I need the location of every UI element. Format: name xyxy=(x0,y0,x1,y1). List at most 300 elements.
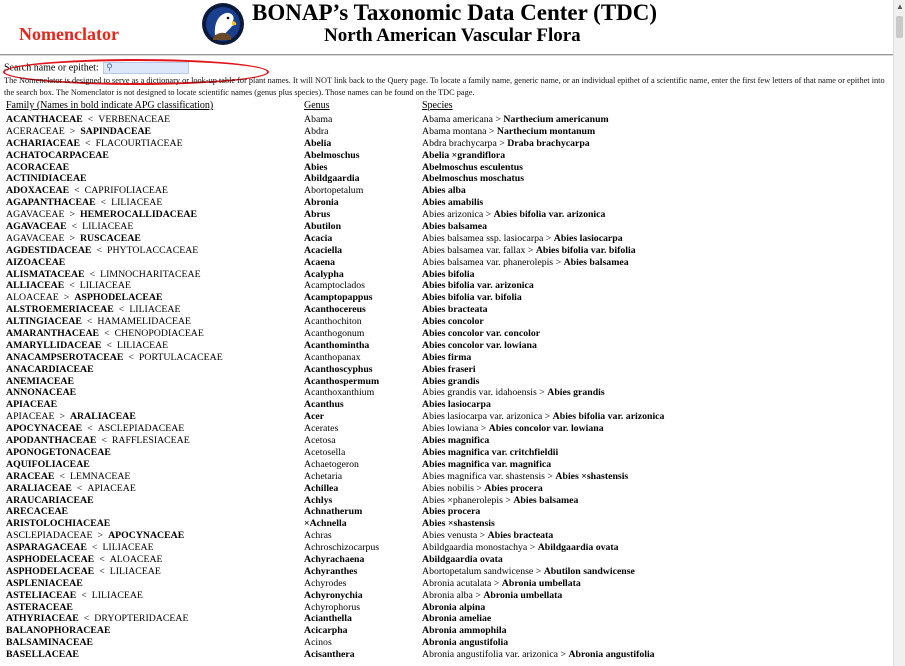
species-name-link[interactable]: Abies nobilis xyxy=(422,482,474,494)
genus-name-link[interactable]: Abelmoschus xyxy=(304,149,360,161)
related-family-link[interactable]: FLACOURTIACEAE xyxy=(95,137,183,149)
genus-name-link[interactable]: Acaciella xyxy=(304,244,343,256)
species-row[interactable] xyxy=(422,483,664,495)
species-name-link[interactable]: Abelia ×grandiflora xyxy=(422,149,506,161)
family-name-link[interactable]: ATHYRIACEAE xyxy=(6,613,79,625)
species-name-link[interactable]: Abama montana xyxy=(422,125,487,137)
family-row[interactable] xyxy=(6,483,223,495)
species-row[interactable] xyxy=(422,257,664,269)
family-name-link[interactable]: APIACEAE xyxy=(6,399,58,411)
genus-name-link[interactable]: Achillea xyxy=(304,482,339,494)
genus-name-link[interactable]: Acanthomintha xyxy=(304,339,370,351)
genus-row[interactable] xyxy=(304,625,379,637)
species-name-link[interactable]: Abies concolor var. concolor xyxy=(422,328,541,340)
species-name-link[interactable]: Abelmoschus moschatus xyxy=(422,173,525,185)
genus-name-link[interactable]: Achyronychia xyxy=(304,589,363,601)
genus-name-link[interactable]: Acanthopanax xyxy=(304,351,361,363)
family-row[interactable] xyxy=(6,352,223,364)
family-row[interactable] xyxy=(6,150,223,162)
genus-name-link[interactable]: Acanthospermum xyxy=(304,375,380,387)
family-row[interactable] xyxy=(6,625,223,637)
accepted-name-link[interactable]: Abies ×shastensis xyxy=(555,470,629,482)
family-name-link[interactable]: ASPLENIACEAE xyxy=(6,577,83,589)
related-family-link[interactable]: LILIACEAE xyxy=(129,304,181,316)
species-name-link[interactable]: Abies arizonica xyxy=(422,209,484,221)
genus-name-link[interactable]: Acanthoxanthium xyxy=(304,387,375,399)
family-name-link[interactable]: ARALIACEAE xyxy=(6,482,72,494)
family-row[interactable] xyxy=(6,447,223,459)
species-row[interactable] xyxy=(422,625,664,637)
genus-name-link[interactable]: Acisanthera xyxy=(304,649,355,661)
genus-row[interactable] xyxy=(304,495,379,507)
family-row[interactable] xyxy=(6,114,223,126)
genus-name-link[interactable]: Abutilon xyxy=(304,221,342,233)
family-row[interactable] xyxy=(6,423,223,435)
genus-name-link[interactable]: Acanthochiton xyxy=(304,316,362,328)
family-row[interactable] xyxy=(6,602,223,614)
genus-name-link[interactable]: Acinos xyxy=(304,637,332,649)
family-name-link[interactable]: ALTINGIACEAE xyxy=(6,316,82,328)
family-name-link[interactable]: ACANTHACEAE xyxy=(6,114,83,125)
genus-row[interactable] xyxy=(304,221,379,233)
family-name-link[interactable]: ANACARDIACEAE xyxy=(6,363,94,375)
family-name-link[interactable]: AGAVACEAE xyxy=(6,232,65,244)
related-family-link[interactable]: RUSCACEAE xyxy=(79,232,141,244)
genus-name-link[interactable]: Achyrophorus xyxy=(304,601,361,613)
species-name-link[interactable]: Abies bifolia xyxy=(422,268,475,280)
genus-name-link[interactable]: Abelia xyxy=(304,137,332,149)
family-row[interactable] xyxy=(6,173,223,185)
species-row[interactable] xyxy=(422,637,664,649)
accepted-name-link[interactable]: Abronia angustifolia xyxy=(568,649,655,661)
family-row[interactable] xyxy=(6,257,223,269)
genus-row[interactable] xyxy=(304,459,379,471)
family-row[interactable] xyxy=(6,542,223,554)
species-row[interactable] xyxy=(422,364,664,376)
species-name-link[interactable]: Abies magnifica var. critchfieldii xyxy=(422,446,559,458)
genus-row[interactable] xyxy=(304,126,379,138)
species-name-link[interactable]: Abdra brachycarpa xyxy=(422,137,497,149)
species-row[interactable] xyxy=(422,554,664,566)
family-row[interactable] xyxy=(6,387,223,399)
family-row[interactable] xyxy=(6,304,223,316)
species-name-link[interactable]: Abies grandis xyxy=(422,375,480,387)
family-row[interactable] xyxy=(6,316,223,328)
accepted-name-link[interactable]: Abies balsamea xyxy=(513,494,579,506)
scroll-thumb[interactable] xyxy=(896,16,903,38)
family-row[interactable] xyxy=(6,411,223,423)
family-row[interactable] xyxy=(6,578,223,590)
family-row[interactable] xyxy=(6,518,223,530)
species-row[interactable] xyxy=(422,292,664,304)
accepted-name-link[interactable]: Abies procera xyxy=(484,482,543,494)
genus-name-link[interactable]: Achras xyxy=(304,530,332,542)
family-row[interactable] xyxy=(6,530,223,542)
genus-name-link[interactable]: Acetosella xyxy=(304,446,346,458)
species-row[interactable] xyxy=(422,209,664,221)
family-name-link[interactable]: AGAVACEAE xyxy=(6,221,67,233)
family-name-link[interactable]: ACERACEAE xyxy=(6,125,65,137)
family-name-link[interactable]: AGDESTIDACEAE xyxy=(6,244,92,256)
species-name-link[interactable]: Abronia ameliae xyxy=(422,613,492,625)
species-name-link[interactable]: Abies balsamea var. phanerolepis xyxy=(422,256,554,268)
species-name-link[interactable]: Abronia ammophila xyxy=(422,625,507,637)
accepted-name-link[interactable]: Abronia umbellata xyxy=(483,589,563,601)
species-name-link[interactable]: Abies lowiana xyxy=(422,423,479,435)
species-row[interactable] xyxy=(422,126,664,138)
genus-row[interactable] xyxy=(304,269,379,281)
genus-name-link[interactable]: Acicarpha xyxy=(304,625,348,637)
related-family-link[interactable]: LILIACEAE xyxy=(109,565,161,577)
genus-row[interactable] xyxy=(304,245,379,257)
family-row[interactable] xyxy=(6,233,223,245)
species-row[interactable] xyxy=(422,316,664,328)
related-family-link[interactable]: HAMAMELIDACEAE xyxy=(97,316,191,328)
genus-name-link[interactable]: Abama xyxy=(304,114,333,125)
genus-row[interactable] xyxy=(304,352,379,364)
family-row[interactable] xyxy=(6,364,223,376)
genus-row[interactable] xyxy=(304,411,379,423)
species-name-link[interactable]: Abies balsamea ssp. lasiocarpa xyxy=(422,232,544,244)
genus-name-link[interactable]: Achlys xyxy=(304,494,333,506)
related-family-link[interactable]: LILIACEAE xyxy=(82,221,134,233)
species-row[interactable] xyxy=(422,387,664,399)
family-name-link[interactable]: ARECACEAE xyxy=(6,506,69,518)
family-row[interactable] xyxy=(6,138,223,150)
family-row[interactable] xyxy=(6,435,223,447)
species-row[interactable] xyxy=(422,233,664,245)
related-family-link[interactable]: LILIACEAE xyxy=(116,339,169,351)
family-row[interactable] xyxy=(6,459,223,471)
family-name-link[interactable]: APOCYNACEAE xyxy=(6,423,83,435)
eagle-logo-icon[interactable] xyxy=(201,2,245,46)
related-family-link[interactable]: VERBENACEAE xyxy=(98,114,171,125)
genus-row[interactable] xyxy=(304,613,379,625)
species-row[interactable] xyxy=(422,328,664,340)
genus-row[interactable] xyxy=(304,649,379,661)
genus-row[interactable] xyxy=(304,257,379,269)
genus-name-link[interactable]: Achnatherum xyxy=(304,506,363,518)
genus-name-link[interactable]: ×Achnella xyxy=(304,518,347,530)
genus-row[interactable] xyxy=(304,114,379,126)
accepted-name-link[interactable]: Draba brachycarpa xyxy=(507,137,590,149)
accepted-name-link[interactable]: Abronia umbellata xyxy=(501,577,581,589)
genus-name-link[interactable]: Achyrodes xyxy=(304,577,347,589)
species-row[interactable] xyxy=(422,613,664,625)
species-row[interactable] xyxy=(422,435,664,447)
genus-name-link[interactable]: Achyranthes xyxy=(304,565,358,577)
genus-row[interactable] xyxy=(304,637,379,649)
accepted-name-link[interactable]: Narthecium americanum xyxy=(503,114,609,125)
species-name-link[interactable]: Abronia alba xyxy=(422,589,473,601)
related-family-link[interactable]: APOCYNACEAE xyxy=(108,530,185,542)
genus-name-link[interactable]: Acaena xyxy=(304,256,336,268)
genus-name-link[interactable]: Acalypha xyxy=(304,268,344,280)
related-family-link[interactable]: LILIACEAE xyxy=(111,197,163,209)
related-family-link[interactable]: ALOACEAE xyxy=(109,553,163,565)
genus-row[interactable] xyxy=(304,518,379,530)
species-name-link[interactable]: Abronia alpina xyxy=(422,601,486,613)
species-name-link[interactable]: Abies procera xyxy=(422,506,481,518)
genus-row[interactable] xyxy=(304,506,379,518)
related-family-link[interactable]: PHYTOLACCACEAE xyxy=(107,244,199,256)
genus-name-link[interactable]: Achyrachaena xyxy=(304,553,365,565)
family-name-link[interactable]: ASTERACEAE xyxy=(6,601,73,613)
genus-name-link[interactable]: Acamptoclados xyxy=(304,280,365,292)
genus-row[interactable] xyxy=(304,542,379,554)
genus-name-link[interactable]: Acetosa xyxy=(304,435,336,447)
species-row[interactable] xyxy=(422,447,664,459)
genus-row[interactable] xyxy=(304,447,379,459)
species-row[interactable] xyxy=(422,376,664,388)
genus-row[interactable] xyxy=(304,197,379,209)
species-name-link[interactable]: Abies balsamea xyxy=(422,221,488,233)
genus-row[interactable] xyxy=(304,364,379,376)
genus-row[interactable] xyxy=(304,185,379,197)
family-row[interactable] xyxy=(6,613,223,625)
family-name-link[interactable]: AIZOACEAE xyxy=(6,256,66,268)
accepted-name-link[interactable]: Abies balsamea xyxy=(563,256,629,268)
family-row[interactable] xyxy=(6,269,223,281)
accepted-name-link[interactable]: Abies grandis xyxy=(547,387,605,399)
genus-row[interactable] xyxy=(304,150,379,162)
family-name-link[interactable]: ALISMATACEAE xyxy=(6,268,85,280)
species-name-link[interactable]: Abronia angustifolia xyxy=(422,637,509,649)
genus-row[interactable] xyxy=(304,280,379,292)
related-family-link[interactable]: LIMNOCHARITACEAE xyxy=(100,268,201,280)
species-name-link[interactable]: Abies bracteata xyxy=(422,304,488,316)
species-row[interactable] xyxy=(422,245,664,257)
genus-row[interactable] xyxy=(304,304,379,316)
family-name-link[interactable]: ASPHODELACEAE xyxy=(6,565,95,577)
accepted-name-link[interactable]: Abies concolor var. lowiana xyxy=(488,423,604,435)
genus-name-link[interactable]: Abronia xyxy=(304,197,339,209)
accepted-name-link[interactable]: Abildgaardia ovata xyxy=(537,542,619,554)
genus-row[interactable] xyxy=(304,316,379,328)
family-row[interactable] xyxy=(6,637,223,649)
species-name-link[interactable]: Abies alba xyxy=(422,185,466,197)
genus-name-link[interactable]: Acanthus xyxy=(304,399,344,411)
accepted-name-link[interactable]: Abutilon sandwicense xyxy=(543,565,635,577)
family-name-link[interactable]: APONOGETONACEAE xyxy=(6,446,111,458)
species-row[interactable] xyxy=(422,352,664,364)
species-row[interactable] xyxy=(422,602,664,614)
genus-row[interactable] xyxy=(304,173,379,185)
related-family-link[interactable]: ASPHODELACEAE xyxy=(74,292,163,304)
genus-name-link[interactable]: Achetaria xyxy=(304,470,343,482)
species-row[interactable] xyxy=(422,649,664,661)
related-family-link[interactable]: ARALIACEAE xyxy=(69,411,136,423)
genus-name-link[interactable]: Abrus xyxy=(304,209,331,221)
species-name-link[interactable]: Abies ×shastensis xyxy=(422,518,495,530)
species-name-link[interactable]: Abies ×phanerolepis xyxy=(422,494,503,506)
family-name-link[interactable]: AMARANTHACEAE xyxy=(6,328,100,340)
family-name-link[interactable]: ASTELIACEAE xyxy=(6,589,77,601)
genus-name-link[interactable]: Acianthella xyxy=(304,613,352,625)
genus-row[interactable] xyxy=(304,162,379,174)
accepted-name-link[interactable]: Abies bracteata xyxy=(487,530,554,542)
species-row[interactable] xyxy=(422,185,664,197)
genus-row[interactable] xyxy=(304,602,379,614)
genus-name-link[interactable]: Abdra xyxy=(304,125,329,137)
species-row[interactable] xyxy=(422,459,664,471)
genus-row[interactable] xyxy=(304,233,379,245)
family-name-link[interactable]: ACHARIACEAE xyxy=(6,137,81,149)
species-row[interactable] xyxy=(422,471,664,483)
genus-row[interactable] xyxy=(304,292,379,304)
family-row[interactable] xyxy=(6,126,223,138)
family-row[interactable] xyxy=(6,197,223,209)
related-family-link[interactable]: DRYOPTERIDACEAE xyxy=(94,613,189,625)
family-name-link[interactable]: ARACEAE xyxy=(6,470,55,482)
species-name-link[interactable]: Abelmoschus esculentus xyxy=(422,161,523,173)
genus-row[interactable] xyxy=(304,554,379,566)
species-row[interactable] xyxy=(422,506,664,518)
species-name-link[interactable]: Abies bifolia var. bifolia xyxy=(422,292,522,304)
related-family-link[interactable]: APIACEAE xyxy=(87,482,136,494)
family-name-link[interactable]: ALOACEAE xyxy=(6,292,59,304)
species-name-link[interactable]: Abies grandis var. idahoensis xyxy=(422,387,537,399)
family-name-link[interactable]: AQUIFOLIACEAE xyxy=(6,458,90,470)
scroll-up-icon[interactable]: ▲ xyxy=(896,2,904,11)
accepted-name-link[interactable]: Abies lasiocarpa xyxy=(553,232,623,244)
genus-row[interactable] xyxy=(304,209,379,221)
family-row[interactable] xyxy=(6,376,223,388)
family-row[interactable] xyxy=(6,209,223,221)
genus-row[interactable] xyxy=(304,387,379,399)
species-row[interactable] xyxy=(422,304,664,316)
species-name-link[interactable]: Abies firma xyxy=(422,351,472,363)
species-name-link[interactable]: Abildgaardia monostachya xyxy=(422,542,528,554)
family-name-link[interactable]: AMARYLLIDACEAE xyxy=(6,339,102,351)
genus-row[interactable] xyxy=(304,340,379,352)
genus-row[interactable] xyxy=(304,578,379,590)
genus-row[interactable] xyxy=(304,566,379,578)
accepted-name-link[interactable]: Abies bifolia var. arizonica xyxy=(493,209,606,221)
genus-name-link[interactable]: Achroschizocarpus xyxy=(304,542,380,554)
family-row[interactable] xyxy=(6,649,223,661)
family-name-link[interactable]: ASPHODELACEAE xyxy=(6,553,95,565)
species-name-link[interactable]: Abies concolor xyxy=(422,316,484,328)
family-name-link[interactable]: ASCLEPIADACEAE xyxy=(6,530,93,542)
accepted-name-link[interactable]: Abies bifolia var. bifolia xyxy=(535,244,636,256)
species-row[interactable] xyxy=(422,590,664,602)
genus-row[interactable] xyxy=(304,483,379,495)
genus-row[interactable] xyxy=(304,435,379,447)
related-family-link[interactable]: HEMEROCALLIDACEAE xyxy=(79,209,198,221)
family-name-link[interactable]: ARAUCARIACEAE xyxy=(6,494,94,506)
family-name-link[interactable]: ALLIACEAE xyxy=(6,280,65,292)
species-row[interactable] xyxy=(422,150,664,162)
genus-name-link[interactable]: Acamptopappus xyxy=(304,292,373,304)
family-name-link[interactable]: AGAPANTHACEAE xyxy=(6,197,96,209)
family-name-link[interactable]: ALSTROEMERIACEAE xyxy=(6,304,114,316)
genus-name-link[interactable]: Achaetogeron xyxy=(304,458,359,470)
species-name-link[interactable]: Abortopetalum sandwicense xyxy=(422,565,534,577)
related-family-link[interactable]: PORTULACACEAE xyxy=(138,351,223,363)
family-name-link[interactable]: ARISTOLOCHIACEAE xyxy=(6,518,111,530)
related-family-link[interactable]: CHENOPODIACEAE xyxy=(114,328,204,340)
family-row[interactable] xyxy=(6,590,223,602)
species-name-link[interactable]: Abies concolor var. lowiana xyxy=(422,339,537,351)
family-name-link[interactable]: ACORACEAE xyxy=(6,161,70,173)
related-family-link[interactable]: LILIACEAE xyxy=(102,542,154,554)
genus-row[interactable] xyxy=(304,471,379,483)
related-family-link[interactable]: LILIACEAE xyxy=(79,280,131,292)
genus-name-link[interactable]: Acanthoscyphus xyxy=(304,363,373,375)
family-row[interactable] xyxy=(6,340,223,352)
species-row[interactable] xyxy=(422,162,664,174)
family-name-link[interactable]: APIACEAE xyxy=(6,411,55,423)
species-name-link[interactable]: Abies bifolia var. arizonica xyxy=(422,280,534,292)
species-name-link[interactable]: Abies lasiocarpa xyxy=(422,399,491,411)
genus-name-link[interactable]: Acacia xyxy=(304,232,333,244)
species-row[interactable] xyxy=(422,495,664,507)
family-row[interactable] xyxy=(6,328,223,340)
genus-name-link[interactable]: Acanthocereus xyxy=(304,304,366,316)
species-row[interactable] xyxy=(422,114,664,126)
family-row[interactable] xyxy=(6,162,223,174)
family-row[interactable] xyxy=(6,221,223,233)
species-name-link[interactable]: Abies magnifica xyxy=(422,435,490,447)
species-row[interactable] xyxy=(422,411,664,423)
species-row[interactable] xyxy=(422,280,664,292)
species-row[interactable] xyxy=(422,340,664,352)
related-family-link[interactable]: SAPINDACEAE xyxy=(80,125,152,137)
species-row[interactable] xyxy=(422,173,664,185)
species-name-link[interactable]: Abies fraseri xyxy=(422,363,476,375)
genus-row[interactable] xyxy=(304,530,379,542)
genus-name-link[interactable]: Acer xyxy=(304,411,325,423)
family-name-link[interactable]: ACHATOCARPACEAE xyxy=(6,149,109,161)
vertical-scrollbar[interactable] xyxy=(893,0,905,666)
accepted-name-link[interactable]: Abies bifolia var. arizonica xyxy=(552,411,665,423)
species-name-link[interactable]: Abama americana xyxy=(422,114,493,125)
genus-row[interactable] xyxy=(304,423,379,435)
species-row[interactable] xyxy=(422,197,664,209)
family-name-link[interactable]: ACTINIDIACEAE xyxy=(6,173,87,185)
family-name-link[interactable]: APODANTHACEAE xyxy=(6,435,97,447)
family-name-link[interactable]: BALANOPHORACEAE xyxy=(6,625,111,637)
related-family-link[interactable]: LEMNACEAE xyxy=(69,470,131,482)
family-name-link[interactable]: ASPARAGACEAE xyxy=(6,542,87,554)
species-name-link[interactable]: Abies magnifica var. magnifica xyxy=(422,458,552,470)
species-name-link[interactable]: Abildgaardia ovata xyxy=(422,553,503,565)
related-family-link[interactable]: ASCLEPIADACEAE xyxy=(97,423,185,435)
genus-name-link[interactable]: Acerates xyxy=(304,423,339,435)
family-name-link[interactable]: ADOXACEAE xyxy=(6,185,70,197)
species-name-link[interactable]: Abies balsamea var. fallax xyxy=(422,244,526,256)
family-name-link[interactable]: AGAVACEAE xyxy=(6,209,65,221)
related-family-link[interactable]: LILIACEAE xyxy=(91,589,143,601)
species-row[interactable] xyxy=(422,138,664,150)
family-row[interactable] xyxy=(6,506,223,518)
genus-row[interactable] xyxy=(304,590,379,602)
related-family-link[interactable]: RAFFLESIACEAE xyxy=(111,435,190,447)
genus-row[interactable] xyxy=(304,399,379,411)
species-row[interactable] xyxy=(422,518,664,530)
genus-name-link[interactable]: Abildgaardia xyxy=(304,173,360,185)
genus-name-link[interactable]: Abies xyxy=(304,161,328,173)
family-row[interactable] xyxy=(6,280,223,292)
family-name-link[interactable]: ANEMIACEAE xyxy=(6,375,75,387)
family-row[interactable] xyxy=(6,566,223,578)
genus-row[interactable] xyxy=(304,138,379,150)
species-row[interactable] xyxy=(422,530,664,542)
family-row[interactable] xyxy=(6,554,223,566)
family-row[interactable] xyxy=(6,399,223,411)
family-name-link[interactable]: ANNONACEAE xyxy=(6,387,77,399)
